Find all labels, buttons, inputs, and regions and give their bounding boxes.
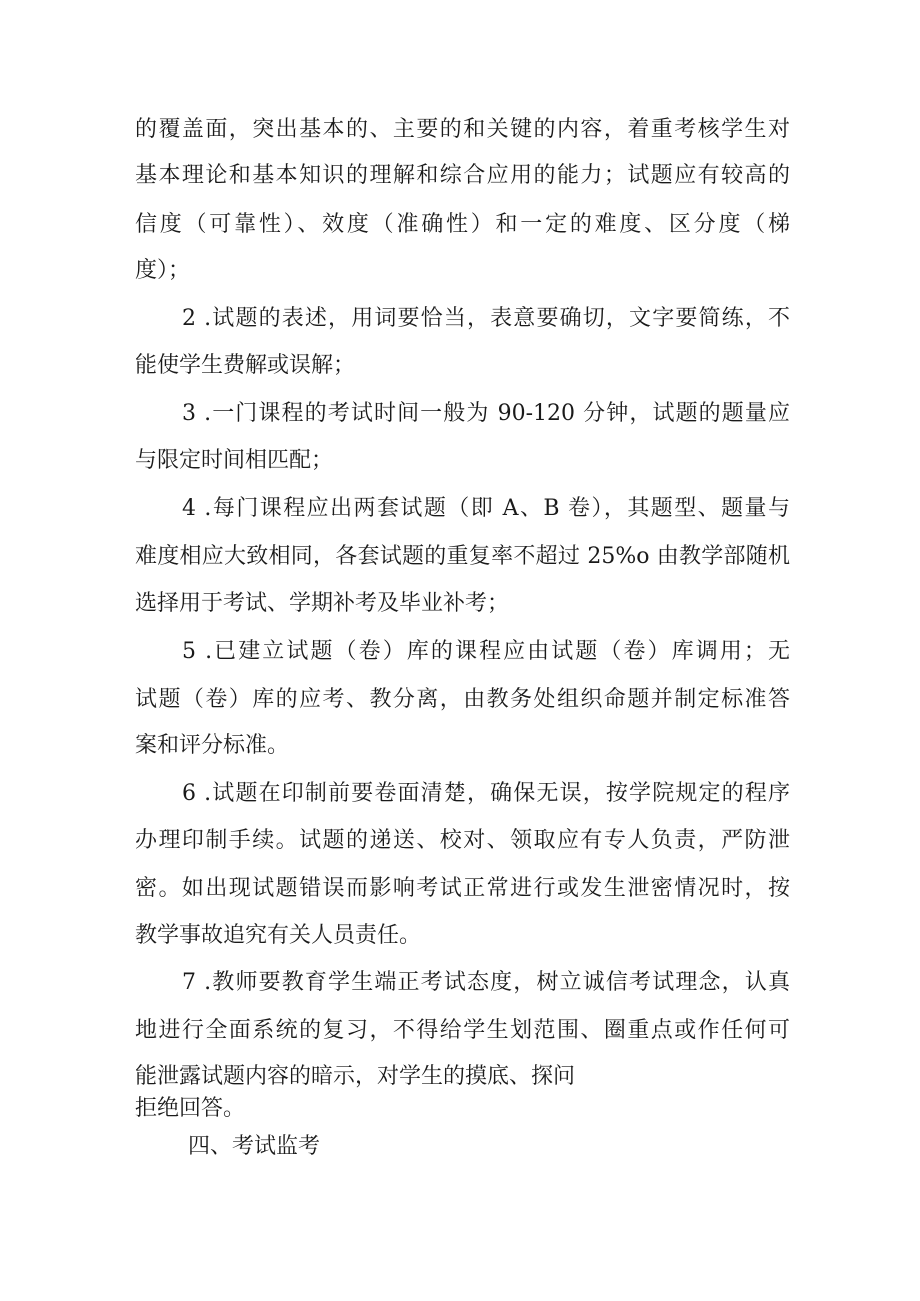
body-text-line: 案和评分标准。 [135, 733, 290, 758]
body-text-line: 基本理论和基本知识的理解和综合应用的能力；试题应有较高的 [135, 163, 790, 188]
list-item-7-line: 7 .教师要教育学生端正考试态度，树立诚信考试理念，认真 [182, 970, 790, 995]
section-heading: 四、考试监考 [188, 1134, 321, 1159]
body-text-line: 办理印制手续。试题的递送、校对、领取应有专人负责，严防泄 [135, 828, 790, 853]
body-text-line: 与限定时间相匹配； [135, 448, 334, 473]
list-item-5-line: 5 .已建立试题（卷）库的课程应由试题（卷）库调用；无 [182, 639, 790, 664]
body-text-line: 度）； [135, 258, 191, 283]
body-text-line: 地进行全面系统的复习，不得给学生划范围、圈重点或作任何可 [135, 1018, 790, 1043]
list-item-2-line: 2 .试题的表述，用词要恰当，表意要确切，文字要简练，不 [182, 306, 790, 331]
list-item-6-line: 6 .试题在印制前要卷面清楚，确保无误，按学院规定的程序 [182, 781, 790, 806]
body-text-line: 能泄露试题内容的暗示，对学生的摸底、探问 [135, 1064, 576, 1089]
body-text-line: 拒绝回答。 [135, 1096, 246, 1121]
list-item-4-line: 4 .每门课程应出两套试题（即 A、B 卷），其题型、题量与 [182, 496, 790, 521]
body-text-line: 能使学生费解或误解； [135, 353, 356, 378]
body-text-line: 选择用于考试、学期补考及毕业补考； [135, 591, 510, 616]
body-text-line: 信度（可靠性）、效度（准确性）和一定的难度、区分度（梯 [135, 212, 790, 237]
body-text-line: 难度相应大致相同，各套试题的重复率不超过 25%o 由教学部随机 [135, 544, 790, 569]
body-text-line: 的覆盖面，突出基本的、主要的和关键的内容，着重考核学生对 [135, 117, 790, 142]
body-text-line: 密。如出现试题错误而影响考试正常进行或发生泄密情况时，按 [135, 876, 790, 901]
body-text-line: 教学事故追究有关人员责任。 [135, 923, 422, 948]
body-text-line: 试题（卷）库的应考、教分离，由教务处组织命题并制定标准答 [135, 687, 790, 712]
list-item-3-line: 3 .一门课程的考试时间一般为 90-120 分钟，试题的题量应 [182, 401, 790, 426]
